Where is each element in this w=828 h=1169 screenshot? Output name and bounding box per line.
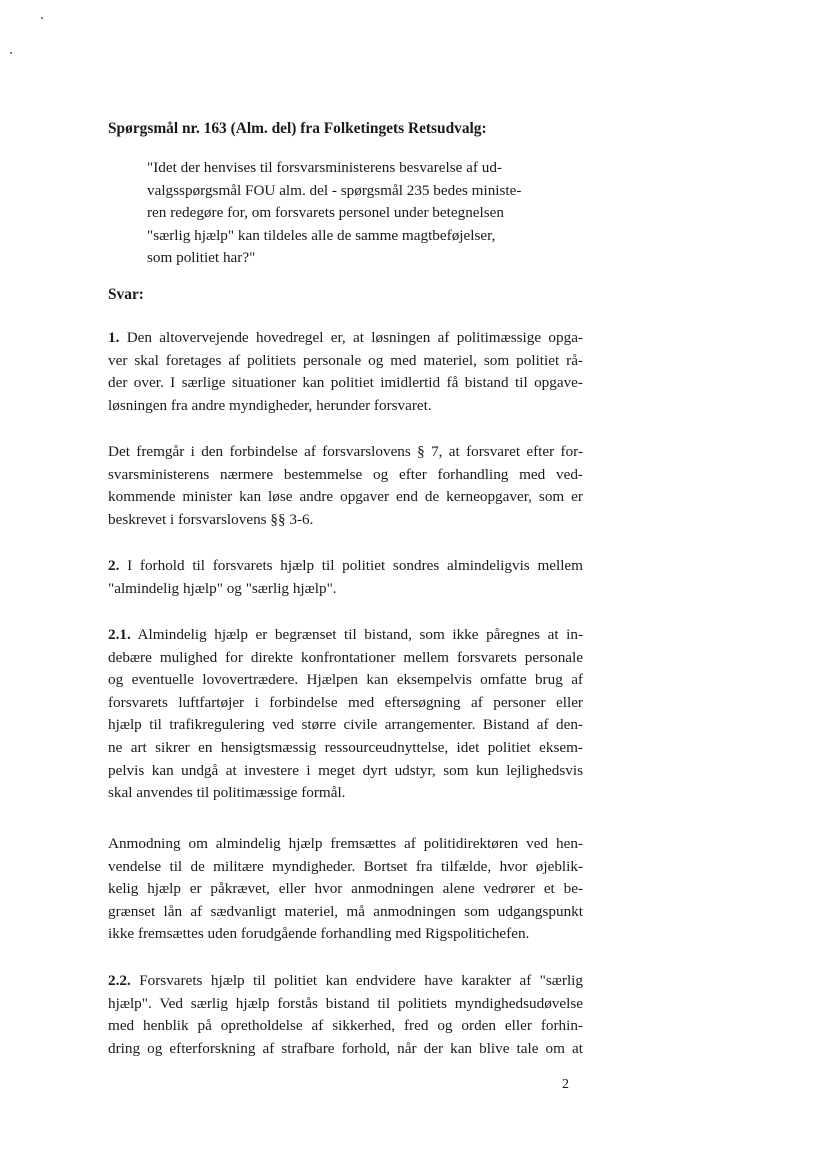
paragraph-line: 2. I forhold til forsvarets hjælp til politiet sondres almindeligvis mellem: [108, 557, 583, 574]
quote-line: "Idet der henvises til forsvarsministerens besvarelse af ud-: [147, 159, 502, 176]
question-heading: Spørgsmål nr. 163 (Alm. del) fra Folketingets Retsudvalg:: [108, 120, 487, 137]
scan-speck: [41, 17, 43, 19]
paragraph-line: hjælp". Ved særlig hjælp forstås bistand til politiets myndighedsudøvelse: [108, 994, 583, 1012]
paragraph-line: dring og efterforskning af strafbare forhold, når der kan blive tale om at: [108, 1039, 583, 1057]
paragraph-line: beskrevet i forsvarslovens §§ 3-6.: [108, 510, 314, 528]
paragraph-2: [108, 555, 583, 600]
paragraph-line: ver skal foretages af politiets personale og med materiel, som politiet rå-: [108, 351, 583, 369]
page-number: 2: [562, 1077, 569, 1092]
quote-line: "særlig hjælp" kan tildeles alle de samme magtbeføjelser,: [147, 226, 496, 244]
paragraph-2-1-continued: [108, 833, 583, 946]
paragraph-line: ne art sikrer en hensigtsmæssig ressourceudnyttelse, idet politiet eksem-: [108, 738, 583, 756]
paragraph-1-continued: [108, 441, 583, 531]
paragraph-line: hjælp til trafikregulering ved større civile arrangementer. Bistand af den-: [108, 716, 583, 734]
paragraph-line: svarsministerens nærmere bestemmelse og efter forhandling med ved-: [108, 465, 583, 483]
paragraph-number: 2.: [108, 557, 120, 574]
paragraph-line: der over. I særlige situationer kan politiet imidlertid få bistand til opgave-: [108, 374, 583, 392]
paragraph-line: pelvis kan undgå at investere i meget dyrt udstyr, som kun lejlighedsvis: [108, 761, 583, 779]
quote-line: valgsspørgsmål FOU alm. del - spørgsmål 235 bedes ministe-: [147, 181, 522, 199]
paragraph-2-1: [108, 624, 583, 805]
paragraph-line: "almindelig hjælp" og "særlig hjælp".: [108, 579, 337, 597]
paragraph-1: [108, 327, 583, 417]
paragraph-line: ikke fremsættes uden forudgående forhandling med Rigspolitichefen.: [108, 925, 530, 943]
paragraph-line: debære mulighed for direkte konfrontationer mellem forsvarets personale: [108, 648, 583, 666]
paragraph-line: vendelse til de militære myndigheder. Bortset fra tilfælde, hvor øjeblik-: [108, 857, 583, 875]
paragraph-line: med henblik på opretholdelse af sikkerhed, fred og orden eller forhin-: [108, 1017, 583, 1035]
paragraph-line: grænset lån af sædvanligt materiel, må anmodningen som udgangspunkt: [108, 902, 583, 920]
paragraph-line: 1. Den altovervejende hovedregel er, at løsningen af politimæssige opga-: [108, 329, 583, 346]
paragraph-line: Det fremgår i den forbindelse af forsvarslovens § 7, at forsvaret efter for-: [108, 443, 583, 460]
paragraph-line: forsvarets luftfartøjer i forbindelse med eftersøgning af personer eller: [108, 693, 583, 711]
paragraph-number: 2.2.: [108, 972, 131, 989]
question-quote: [147, 157, 567, 270]
paragraph-line: skal anvendes til politimæssige formål.: [108, 784, 346, 802]
paragraph-number: 1.: [108, 329, 120, 346]
paragraph-line: løsningen fra andre myndigheder, herunder forsvaret.: [108, 396, 432, 414]
paragraph-line: 2.2. Forsvarets hjælp til politiet kan endvidere have karakter af "særlig: [108, 972, 583, 989]
answer-label: Svar:: [108, 286, 144, 303]
scan-speck: [10, 52, 12, 54]
quote-line: ren redegøre for, om forsvarets personel under betegnelsen: [147, 204, 504, 222]
paragraph-line: kelig hjælp er påkrævet, eller hvor anmodningen alene vedrører et be-: [108, 880, 583, 898]
paragraph-line: 2.1. Almindelig hjælp er begrænset til bistand, som ikke påregnes at in-: [108, 626, 583, 643]
paragraph-number: 2.1.: [108, 626, 131, 643]
paragraph-line: og eventuelle lovovertrædere. Hjælpen kan eksempelvis omfatte brug af: [108, 671, 583, 689]
paragraph-line: Anmodning om almindelig hjælp fremsættes af politidirektøren ved hen-: [108, 835, 583, 852]
paragraph-2-2: [108, 970, 583, 1060]
paragraph-line: kommende minister kan løse andre opgaver end de kerneopgaver, som er: [108, 488, 583, 506]
quote-line: som politiet har?": [147, 249, 256, 267]
